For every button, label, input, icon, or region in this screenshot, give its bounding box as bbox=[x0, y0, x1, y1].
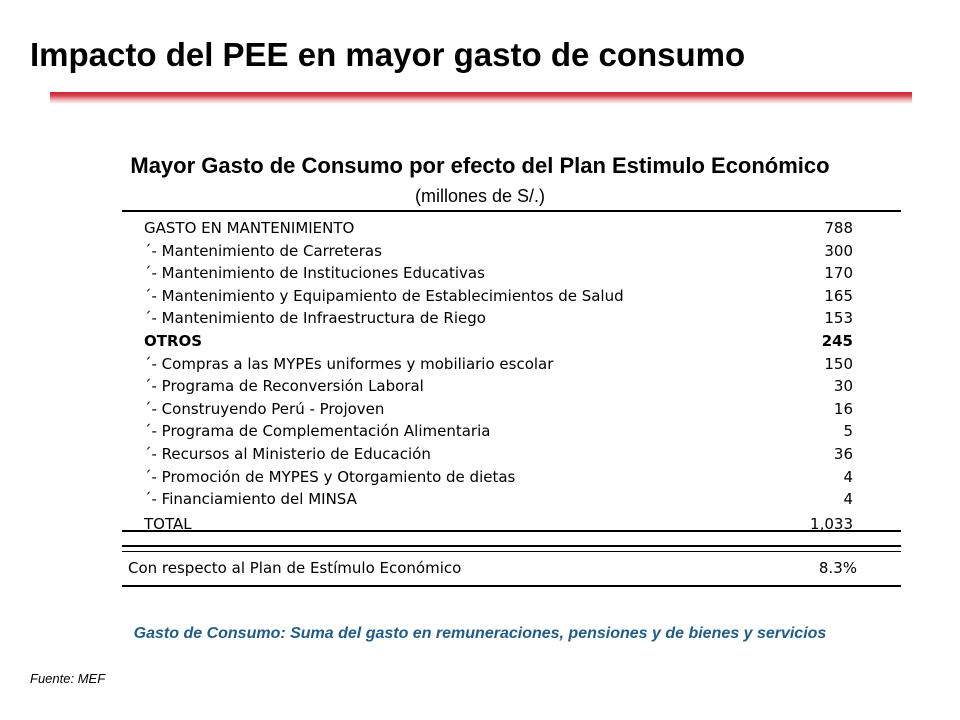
row-label: OTROS bbox=[144, 331, 203, 350]
row-value: 36 bbox=[833, 444, 853, 463]
row-value: 1,033 bbox=[810, 514, 853, 533]
row-label: ´- Mantenimiento de Instituciones Educativas bbox=[144, 264, 485, 283]
row-value: 788 bbox=[824, 219, 853, 237]
table-row bbox=[122, 376, 901, 399]
expenditure-table bbox=[122, 210, 901, 532]
row-label: GASTO EN MANTENIMIENTO bbox=[144, 219, 355, 237]
ratio-table bbox=[122, 545, 901, 587]
row-label: TOTAL bbox=[144, 514, 192, 533]
row-label: ´- Promoción de MYPES y Otorgamiento de dietas bbox=[144, 467, 516, 486]
row-value: 16 bbox=[833, 399, 853, 418]
table-row bbox=[122, 331, 901, 354]
row-value: 4 bbox=[843, 490, 853, 509]
row-label: ´- Mantenimiento de Infraestructura de Riego bbox=[144, 309, 486, 328]
row-value: 4 bbox=[843, 467, 853, 486]
row-label: ´- Mantenimiento de Carreteras bbox=[144, 241, 382, 260]
table-row bbox=[122, 263, 901, 286]
table-row bbox=[122, 514, 901, 537]
table-row bbox=[122, 218, 901, 241]
table-row bbox=[122, 308, 901, 331]
table-subtitle: (millones de S/.) bbox=[414, 186, 546, 206]
definition-note: Gasto de Consumo: Suma del gasto en remuneraciones, pensiones y de bienes y servicios bbox=[133, 625, 827, 642]
table-row bbox=[122, 286, 901, 309]
ratio-value: 8.3% bbox=[818, 559, 857, 577]
row-label: ´- Compras a las MYPEs uniformes y mobiliario escolar bbox=[144, 354, 554, 373]
table-row bbox=[122, 399, 901, 422]
row-value: 300 bbox=[824, 241, 853, 260]
row-label: ´- Financiamiento del MINSA bbox=[144, 490, 357, 509]
table-row bbox=[122, 241, 901, 264]
table-rows bbox=[122, 218, 901, 536]
ratio-rule bbox=[122, 551, 901, 552]
row-value: 245 bbox=[821, 331, 853, 350]
row-value: 153 bbox=[824, 309, 853, 328]
row-value: 30 bbox=[833, 377, 853, 396]
row-label: ´- Recursos al Ministerio de Educación bbox=[144, 444, 431, 463]
row-label: ´- Programa de Reconversión Laboral bbox=[144, 377, 424, 396]
source-note: Fuente: MEF bbox=[30, 671, 106, 686]
row-value: 170 bbox=[824, 264, 853, 283]
table-row bbox=[122, 467, 901, 490]
title-underline bbox=[50, 92, 912, 104]
table-row bbox=[122, 421, 901, 444]
table-row bbox=[122, 489, 901, 512]
table-title: Mayor Gasto de Consumo por efecto del Plan Estimulo Económico bbox=[130, 153, 830, 178]
row-label: ´- Programa de Complementación Alimentaria bbox=[144, 422, 491, 441]
slide-title: Impacto del PEE en mayor gasto de consumo bbox=[30, 36, 746, 73]
row-value: 150 bbox=[824, 354, 853, 373]
table-row bbox=[122, 354, 901, 377]
row-value: 165 bbox=[824, 286, 853, 305]
table-row bbox=[122, 444, 901, 467]
row-label: ´- Construyendo Perú - Projoven bbox=[144, 399, 385, 418]
row-label: ´- Mantenimiento y Equipamiento de Establecimientos de Salud bbox=[144, 286, 624, 305]
ratio-label: Con respecto al Plan de Estímulo Económico bbox=[128, 559, 462, 577]
row-value: 5 bbox=[843, 422, 853, 441]
